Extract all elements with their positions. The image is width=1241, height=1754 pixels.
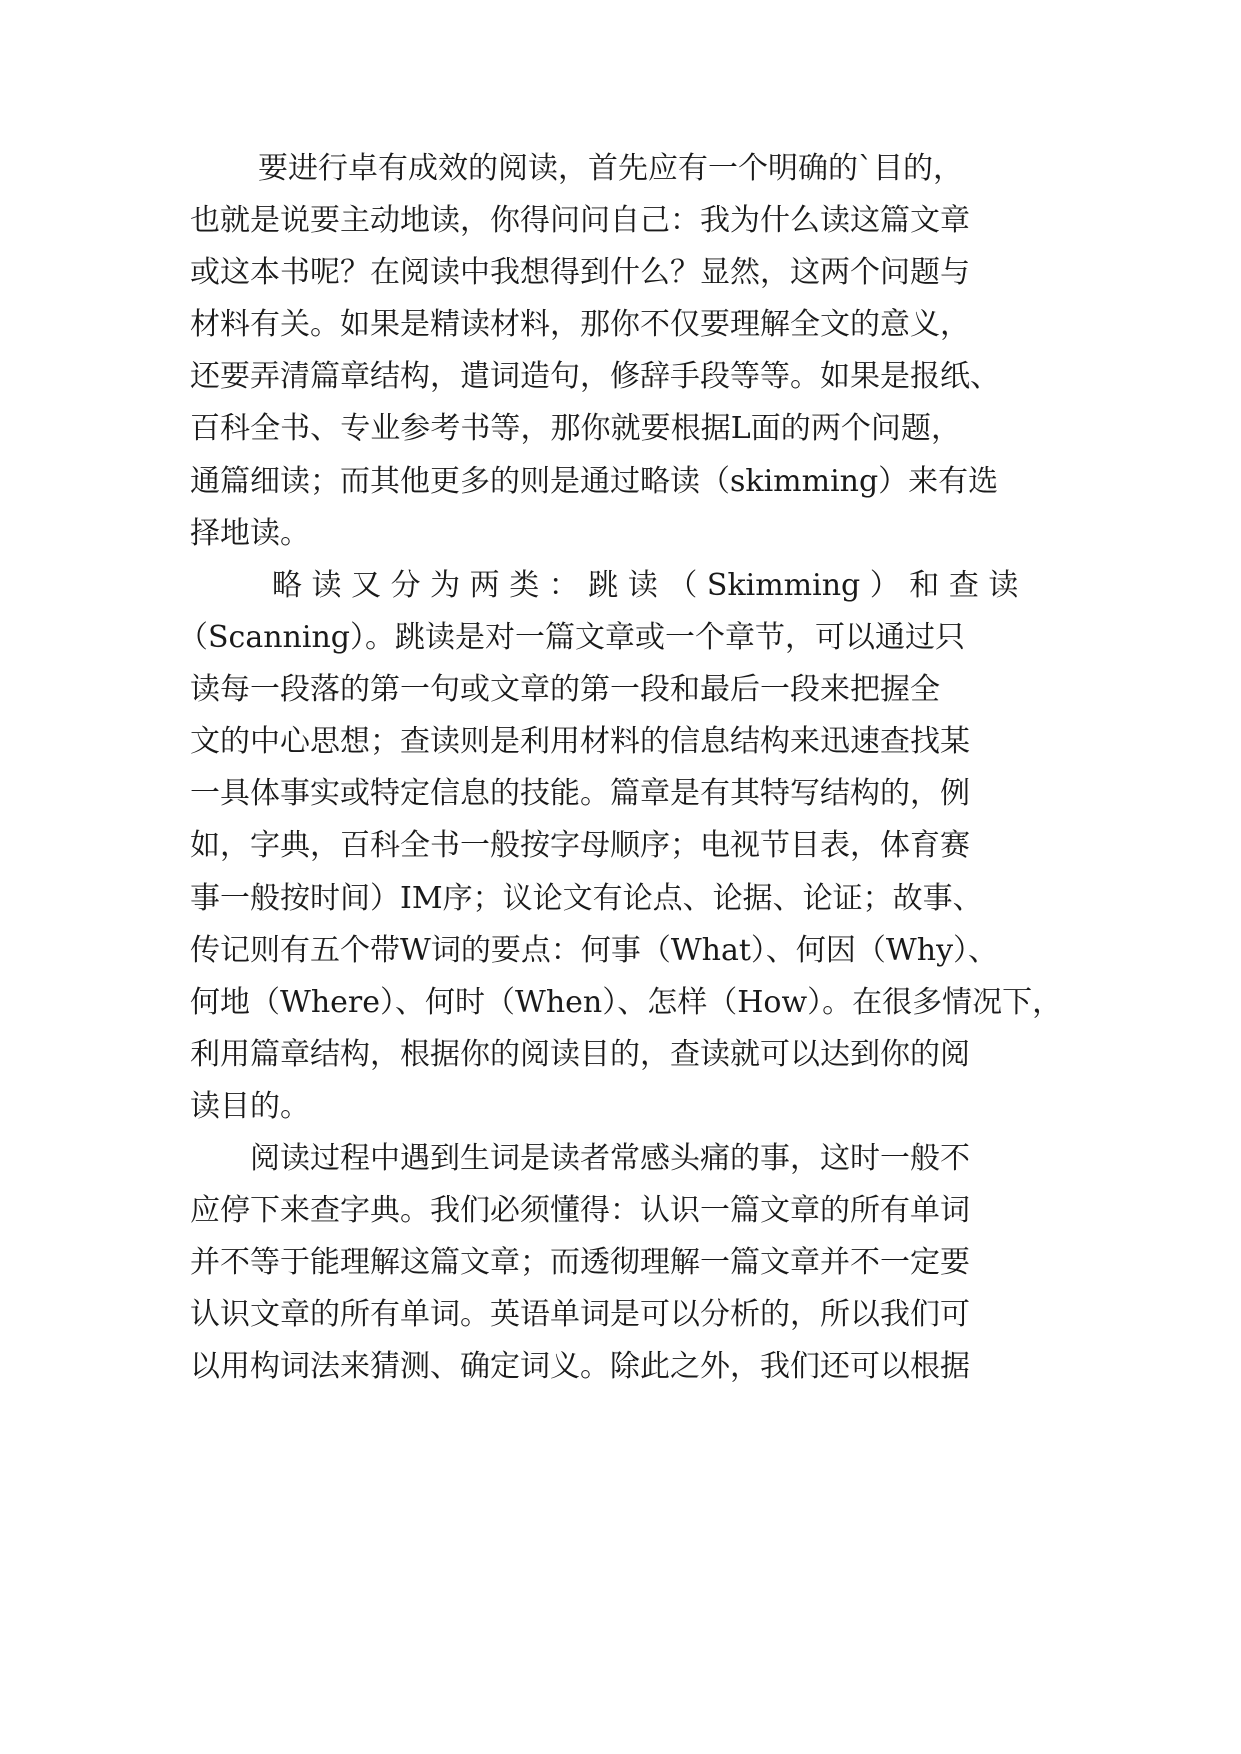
paragraph-2-line-7: 事一般按时间）IM序；议论文有论点、论据、论证；故事、 [190,881,983,916]
paragraph-2-line-8: 传记则有五个带W词的要点：何事（What）、何因（Why）、 [190,933,999,968]
paragraph-3-line-3: 并不等于能理解这篇文章；而透彻理解一篇文章并不一定要 [190,1245,970,1280]
paragraph-1-line-1: 要进行卓有成效的阅读，首先应有一个明确的`目的， [258,151,963,186]
paragraph-2-line-10: 利用篇章结构，根据你的阅读目的，查读就可以达到你的阅 [190,1037,970,1072]
paragraph-2-line-2: （Scanning）。跳读是对一篇文章或一个章节，可以通过只 [178,620,966,655]
paragraph-2-line-5: 一具体事实或特定信息的技能。篇章是有其特写结构的，例 [190,776,970,811]
paragraph-1-line-7: 通篇细读；而其他更多的则是通过略读（skimming）来有选 [190,464,999,499]
paragraph-1-line-4: 材料有关。如果是精读材料，那你不仅要理解全文的意义， [190,307,970,342]
paragraph-1-line-5: 还要弄清篇章结构，遣词造句，修辞手段等等。如果是报纸、 [190,359,1000,394]
paragraph-3-line-5: 以用构词法来猜测、确定词义。除此之外，我们还可以根据 [190,1349,970,1384]
paragraph-2-line-11: 读目的。 [190,1089,310,1124]
paragraph-3-line-4: 认识文章的所有单词。英语单词是可以分析的，所以我们可 [190,1297,970,1332]
paragraph-2-line-9: 何地（Where）、何时（When）、怎样（How）。在很多情况下， [190,985,1063,1020]
paragraph-1-line-2: 也就是说要主动地读，你得问问自己：我为什么读这篇文章 [190,203,970,238]
paragraph-2-line-4: 文的中心思想；查读则是利用材料的信息结构来迅速查找某 [190,724,970,759]
paragraph-2-line-3: 读每一段落的第一句或文章的第一段和最后一段来把握全 [190,672,940,707]
paragraph-2-line-1: 略 读 又 分 为 两 类 ： 跳 读 （ Skimming ） 和 查 读 [272,568,1019,603]
paragraph-1-line-8: 择地读。 [190,516,310,551]
paragraph-2-line-6: 如，字典，百科全书一般按字母顺序；电视节目表，体育赛 [190,828,970,863]
paragraph-1-line-3: 或这本书呢？在阅读中我想得到什么？显然，这两个问题与 [190,255,970,290]
paragraph-3-line-2: 应停下来查字典。我们必须懂得：认识一篇文章的所有单词 [190,1193,970,1228]
paragraph-3-line-1: 阅读过程中遇到生词是读者常感头痛的事，这时一般不 [250,1141,970,1176]
paragraph-1-line-6: 百科全书、专业参考书等，那你就要根据L面的两个问题， [190,411,961,446]
